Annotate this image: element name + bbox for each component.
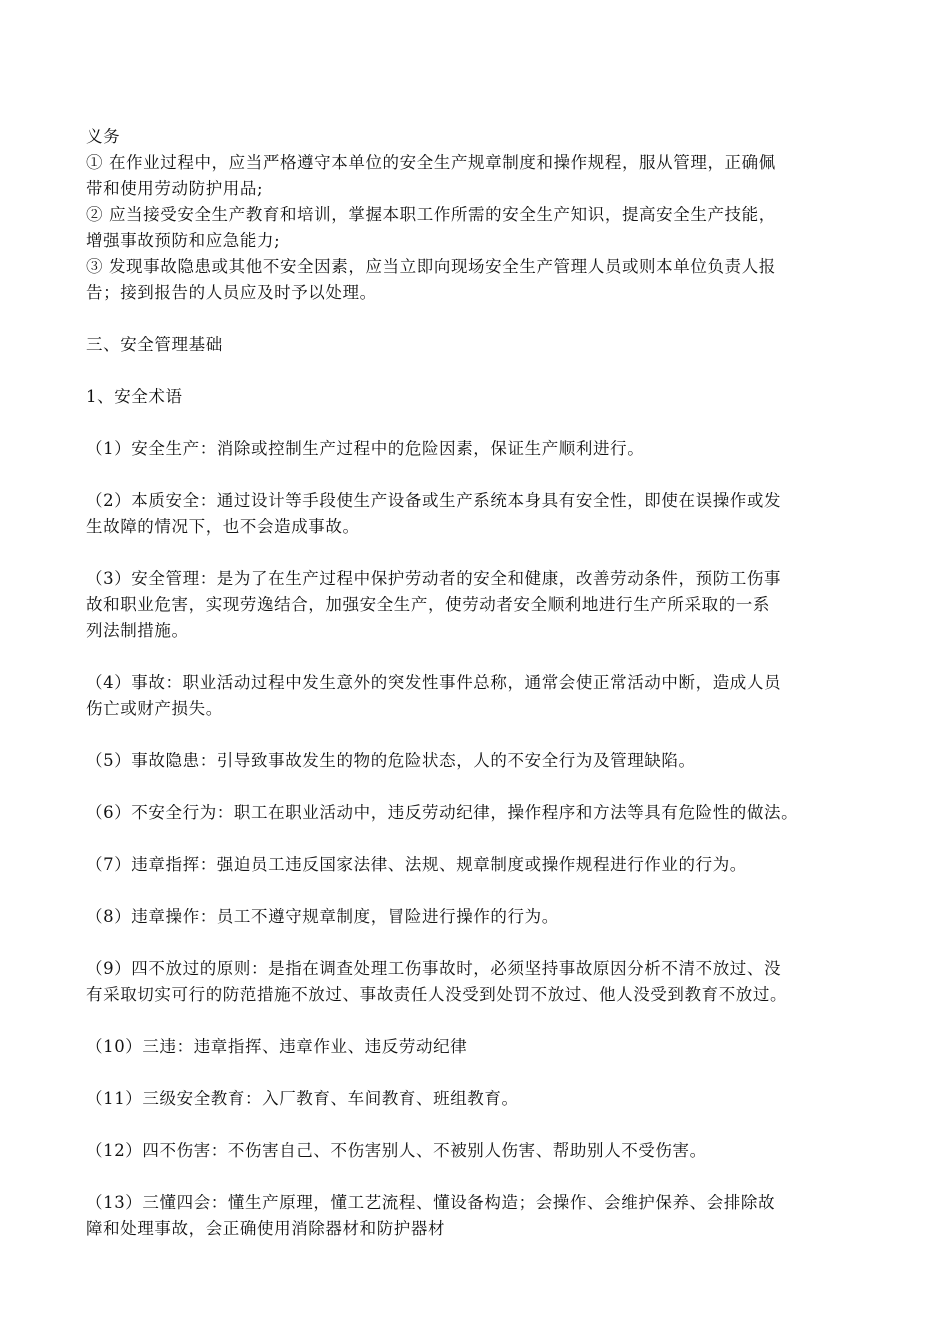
term-line: （13）三懂四会：懂生产原理，懂工艺流程、懂设备构造；会操作、会维护保养、会排除故 <box>86 1193 776 1212</box>
term-line: （10）三违：违章指挥、违章作业、违反劳动纪律 <box>86 1037 468 1056</box>
term-paragraph-5 <box>86 748 876 774</box>
term-line: 障和处理事故，会正确使用消除器材和防护器材 <box>86 1219 446 1238</box>
term-line: （2）本质安全：通过设计等手段使生产设备或生产系统本身具有安全性，即使在误操作或发 <box>86 491 782 510</box>
term-line: （11）三级安全教育：入厂教育、车间教育、班组教育。 <box>86 1089 519 1108</box>
term-line: 伤亡或财产损失。 <box>86 699 223 718</box>
term-paragraph-1 <box>86 436 876 462</box>
term-line: （3）安全管理：是为了在生产过程中保护劳动者的安全和健康，改善劳动条件，预防工伤事 <box>86 569 782 588</box>
term-paragraph-7 <box>86 852 876 878</box>
term-line: （4）事故：职业活动过程中发生意外的突发性事件总称，通常会使正常活动中断，造成人员 <box>86 673 782 692</box>
obligation-item-line: ③ 发现事故隐患或其他不安全因素，应当立即向现场安全生产管理人员或则本单位负责人报 <box>86 257 776 276</box>
term-paragraph-13 <box>86 1190 876 1242</box>
obligation-item-line: ② 应当接受安全生产教育和培训，掌握本职工作所需的安全生产知识，提高安全生产技能， <box>86 205 776 224</box>
subsection-heading-text: 1、安全术语 <box>86 387 183 406</box>
term-line: （5）事故隐患：引导致事故发生的物的危险状态，人的不安全行为及管理缺陷。 <box>86 751 696 770</box>
obligations-block <box>86 124 876 306</box>
term-line: （12）四不伤害：不伤害自己、不伤害别人、不被别人伤害、帮助别人不受伤害。 <box>86 1141 707 1160</box>
obligation-item-line: 告；接到报告的人员应及时予以处理。 <box>86 283 377 302</box>
term-line: 列法制措施。 <box>86 621 189 640</box>
obligation-item-line: ① 在作业过程中，应当严格遵守本单位的安全生产规章制度和操作规程，服从管理，正确佩 <box>86 153 776 172</box>
term-paragraph-10 <box>86 1034 876 1060</box>
obligations-title: 义务 <box>86 127 121 146</box>
subsection-heading <box>86 384 876 410</box>
obligation-item-1 <box>86 150 876 202</box>
term-line: （7）违章指挥：强迫员工违反国家法律、法规、规章制度或操作规程进行作业的行为。 <box>86 855 747 874</box>
obligation-item-line: 带和使用劳动防护用品; <box>86 179 264 198</box>
term-line: （1）安全生产：消除或控制生产过程中的危险因素，保证生产顺利进行。 <box>86 439 645 458</box>
term-paragraph-9 <box>86 956 876 1008</box>
term-paragraph-3 <box>86 566 876 644</box>
term-line: （9）四不放过的原则：是指在调查处理工伤事故时，必须坚持事故原因分析不清不放过、没 <box>86 959 782 978</box>
document-body <box>86 124 876 1242</box>
term-line: （6）不安全行为：职工在职业活动中，违反劳动纪律，操作程序和方法等具有危险性的做法。 <box>86 803 799 822</box>
obligation-item-3 <box>86 254 876 306</box>
term-paragraph-2 <box>86 488 876 540</box>
obligation-item-2 <box>86 202 876 254</box>
terms-list <box>86 436 876 1242</box>
term-paragraph-8 <box>86 904 876 930</box>
term-line: 故和职业危害，实现劳逸结合，加强安全生产，使劳动者安全顺利地进行生产所采取的一系 <box>86 595 770 614</box>
section-heading <box>86 332 876 358</box>
term-line: 生故障的情况下，也不会造成事故。 <box>86 517 360 536</box>
term-paragraph-12 <box>86 1138 876 1164</box>
term-line: 有采取切实可行的防范措施不放过、事故责任人没受到处罚不放过、他人没受到教育不放过。 <box>86 985 788 1004</box>
section-heading-text: 三、安全管理基础 <box>86 335 223 354</box>
obligation-item-line: 增强事故预防和应急能力; <box>86 231 281 250</box>
spacer <box>86 306 876 332</box>
term-paragraph-11 <box>86 1086 876 1112</box>
term-paragraph-4 <box>86 670 876 722</box>
term-line: （8）违章操作：员工不遵守规章制度，冒险进行操作的行为。 <box>86 907 559 926</box>
term-paragraph-6 <box>86 800 876 826</box>
